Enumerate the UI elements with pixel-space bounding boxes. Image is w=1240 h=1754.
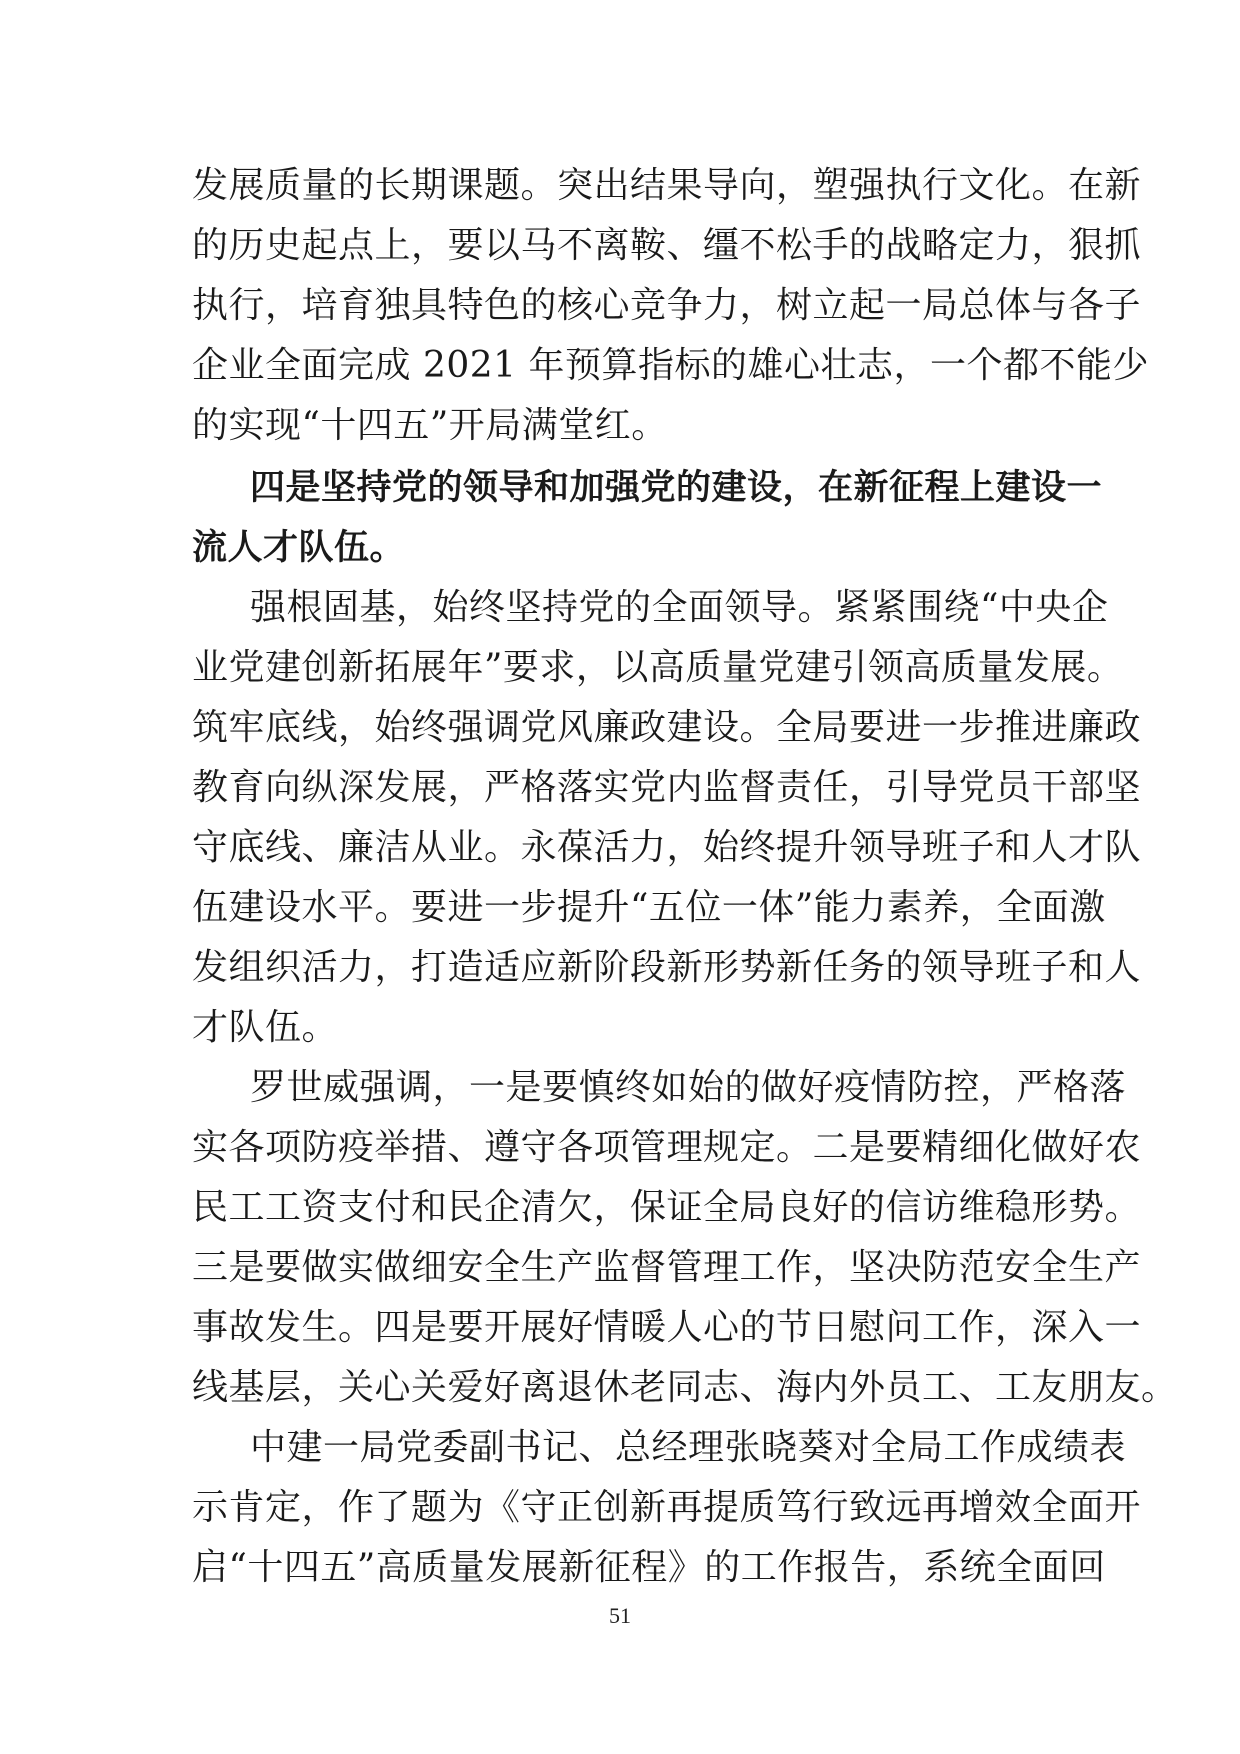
text-line: 强根固基，始终坚持党的全面领导。紧紧围绕“中央企 — [250, 587, 1109, 628]
text-line: 发展质量的长期课题。突出结果导向，塑强执行文化。在新 — [192, 165, 1142, 206]
text-line: 的历史起点上，要以马不离鞍、缰不松手的战略定力，狠抓 — [192, 225, 1142, 266]
text-line: 罗世威强调，一是要慎终如始的做好疫情防控，严格落 — [250, 1067, 1127, 1108]
paragraph — [192, 578, 1142, 1058]
paragraph — [192, 1058, 1178, 1418]
text-line: 线基层，关心关爱好离退休老同志、海内外员工、工友朋友。 — [192, 1367, 1178, 1408]
heading-line: 流人才队伍。 — [192, 528, 406, 568]
text-line: 民工工资支付和民企清欠，保证全局良好的信访维稳形势。 — [192, 1187, 1142, 1228]
text-line: 实各项防疫举措、遵守各项管理规定。二是要精细化做好农 — [192, 1127, 1142, 1168]
paragraph — [192, 156, 1150, 456]
text-line: 中建一局党委副书记、总经理张晓葵对全局工作成绩表 — [250, 1427, 1127, 1468]
heading-line: 四是坚持党的领导和加强党的建设，在新征程上建设一 — [250, 468, 1103, 508]
text-line: 守底线、廉洁从业。永葆活力，始终提升领导班子和人才队 — [192, 827, 1142, 868]
text-line: 业党建创新拓展年”要求，以高质量党建引领高质量发展。 — [192, 647, 1124, 688]
text-line: 企业全面完成 2021 年预算指标的雄心壮志，一个都不能少 — [192, 345, 1150, 386]
text-line: 的实现“十四五”开局满堂红。 — [192, 405, 668, 446]
text-line: 三是要做实做细安全生产监督管理工作，坚决防范安全生产 — [192, 1247, 1142, 1288]
text-line: 发组织活力，打造适应新阶段新形势新任务的领导班子和人 — [192, 947, 1142, 988]
document-body — [192, 156, 1178, 1598]
page-number: 51 — [609, 1603, 631, 1628]
text-line: 筑牢底线，始终强调党风廉政建设。全局要进一步推进廉政 — [192, 707, 1142, 748]
section-heading — [192, 458, 1103, 578]
text-line: 教育向纵深发展，严格落实党内监督责任，引导党员干部坚 — [192, 767, 1142, 808]
text-line: 执行，培育独具特色的核心竞争力，树立起一局总体与各子 — [192, 285, 1142, 326]
text-line: 伍建设水平。要进一步提升“五位一体”能力素养，全面激 — [192, 887, 1106, 928]
paragraph — [192, 1418, 1142, 1598]
text-line: 示肯定，作了题为《守正创新再提质笃行致远再增效全面开 — [192, 1487, 1142, 1528]
text-line: 启“十四五”高质量发展新征程》的工作报告，系统全面回 — [192, 1547, 1106, 1588]
text-line: 才队伍。 — [192, 1007, 339, 1048]
text-line: 事故发生。四是要开展好情暖人心的节日慰问工作，深入一 — [192, 1307, 1142, 1348]
